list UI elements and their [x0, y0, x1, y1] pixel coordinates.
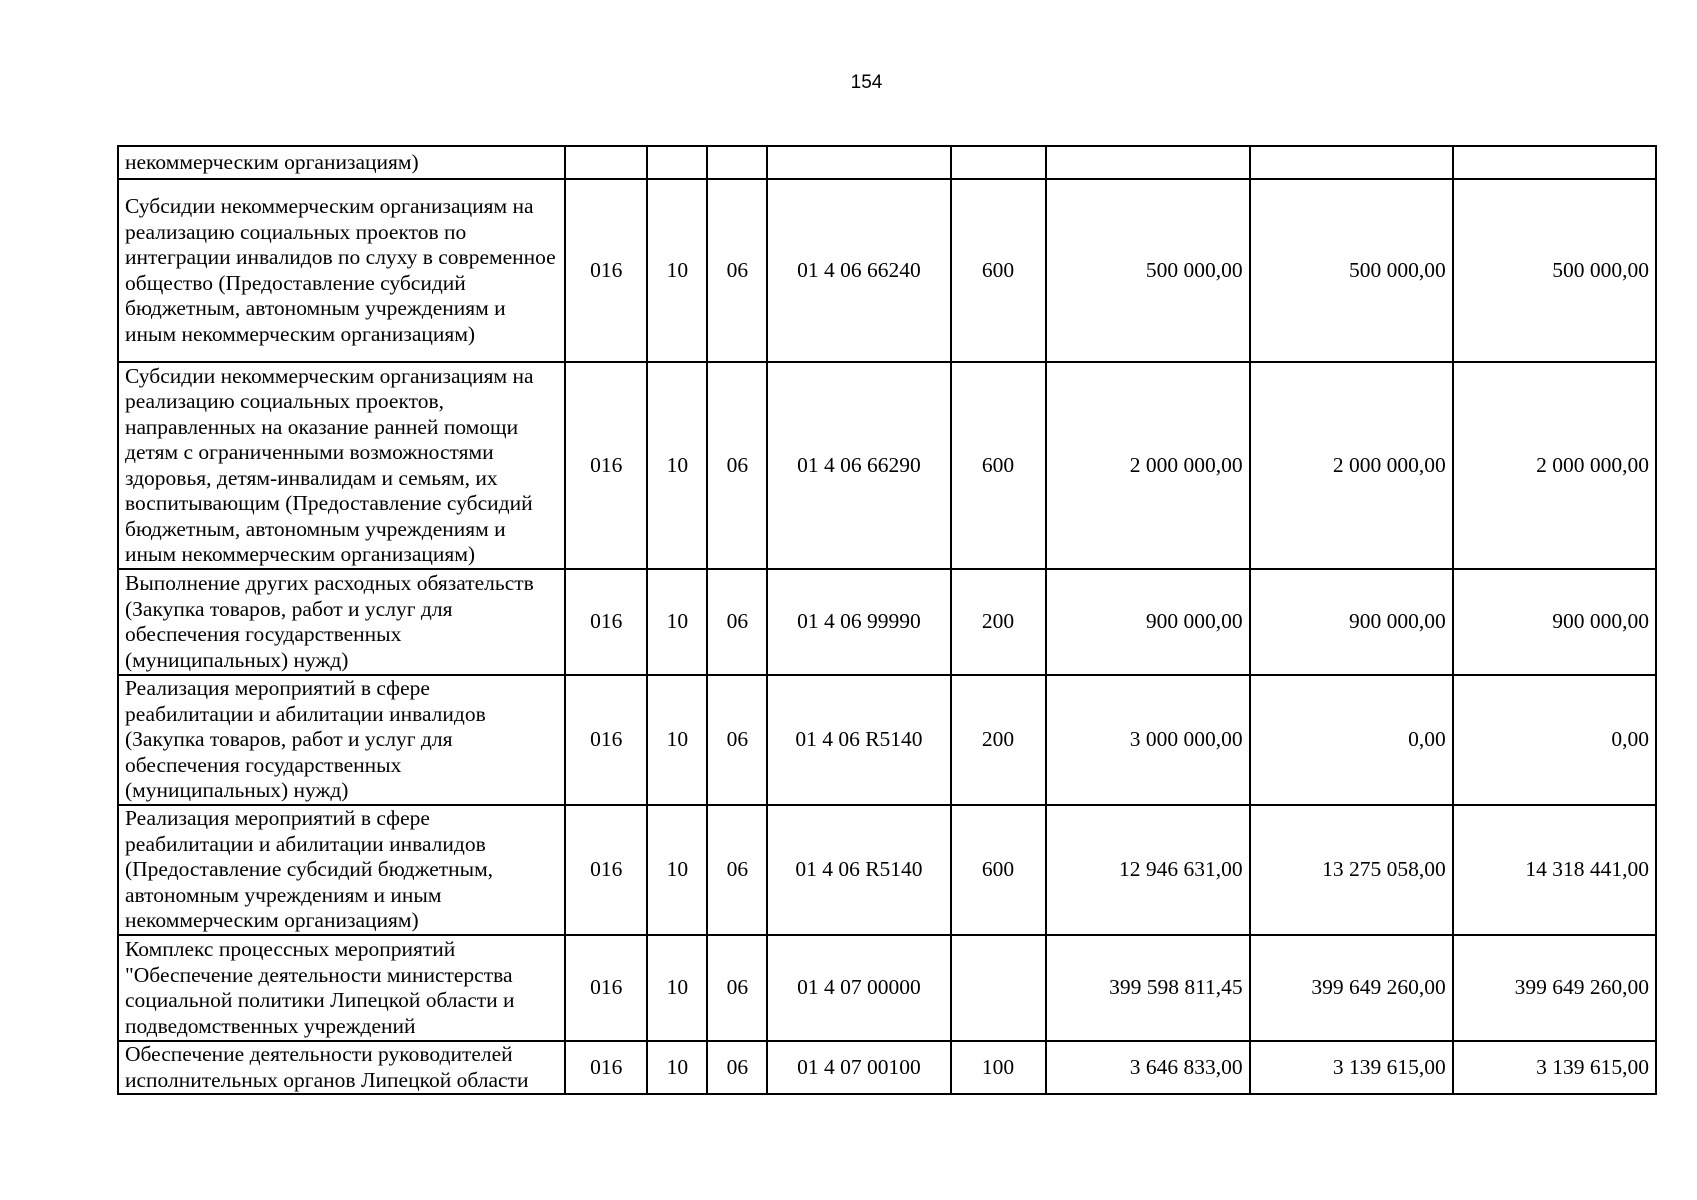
table-row [118, 569, 1656, 675]
ministry-code-cell: 016 [565, 179, 647, 362]
table-row [118, 805, 1656, 935]
table-row [118, 675, 1656, 805]
amount-year3-cell: 900 000,00 [1453, 569, 1656, 675]
description-cell: Реализация мероприятий в сфере реабилитации и абилитации инвалидов (Предоставление субсидий бюджетным, автономным учреждениям и иным некоммерческим организациям) [118, 805, 565, 935]
expense-type-cell: 600 [951, 362, 1046, 569]
description-cell: некоммерческим организациям) [118, 146, 565, 179]
description-cell: Комплекс процессных мероприятий "Обеспечение деятельности министерства социальной политики Липецкой области и подведомственных учреждений [118, 935, 565, 1041]
amount-year1-cell: 500 000,00 [1046, 179, 1250, 362]
expense-type-cell: 200 [951, 675, 1046, 805]
amount-year2-cell [1250, 146, 1453, 179]
ministry-code-cell [565, 146, 647, 179]
amount-year1-cell: 2 000 000,00 [1046, 362, 1250, 569]
subsection-code-cell: 06 [707, 1041, 767, 1094]
ministry-code-cell: 016 [565, 569, 647, 675]
ministry-code-cell: 016 [565, 805, 647, 935]
section-code-cell: 10 [647, 569, 707, 675]
expense-type-cell: 600 [951, 179, 1046, 362]
amount-year3-cell: 0,00 [1453, 675, 1656, 805]
target-article-cell: 01 4 06 99990 [767, 569, 950, 675]
target-article-cell: 01 4 06 R5140 [767, 805, 950, 935]
subsection-code-cell: 06 [707, 935, 767, 1041]
subsection-code-cell: 06 [707, 805, 767, 935]
section-code-cell [647, 146, 707, 179]
ministry-code-cell: 016 [565, 362, 647, 569]
expense-type-cell: 200 [951, 569, 1046, 675]
table-body [118, 146, 1656, 1094]
section-code-cell: 10 [647, 805, 707, 935]
amount-year2-cell: 500 000,00 [1250, 179, 1453, 362]
target-article-cell: 01 4 07 00000 [767, 935, 950, 1041]
section-code-cell: 10 [647, 675, 707, 805]
amount-year1-cell: 399 598 811,45 [1046, 935, 1250, 1041]
amount-year1-cell [1046, 146, 1250, 179]
target-article-cell: 01 4 06 66240 [767, 179, 950, 362]
subsection-code-cell: 06 [707, 569, 767, 675]
target-article-cell: 01 4 07 00100 [767, 1041, 950, 1094]
section-code-cell: 10 [647, 179, 707, 362]
amount-year3-cell: 500 000,00 [1453, 179, 1656, 362]
amount-year1-cell: 3 000 000,00 [1046, 675, 1250, 805]
amount-year1-cell: 900 000,00 [1046, 569, 1250, 675]
amount-year2-cell: 3 139 615,00 [1250, 1041, 1453, 1094]
amount-year2-cell: 900 000,00 [1250, 569, 1453, 675]
subsection-code-cell: 06 [707, 179, 767, 362]
table-row [118, 362, 1656, 569]
description-cell: Реализация мероприятий в сфере реабилитации и абилитации инвалидов (Закупка товаров, работ и услуг для обеспечения государственных (муниципальных) нужд) [118, 675, 565, 805]
description-cell: Обеспечение деятельности руководителей исполнительных органов Липецкой области [118, 1041, 565, 1094]
expense-type-cell: 600 [951, 805, 1046, 935]
amount-year1-cell: 12 946 631,00 [1046, 805, 1250, 935]
expense-type-cell [951, 935, 1046, 1041]
amount-year2-cell: 0,00 [1250, 675, 1453, 805]
target-article-cell [767, 146, 950, 179]
budget-table [117, 145, 1657, 1095]
amount-year3-cell: 14 318 441,00 [1453, 805, 1656, 935]
amount-year2-cell: 13 275 058,00 [1250, 805, 1453, 935]
description-cell: Выполнение других расходных обязательств (Закупка товаров, работ и услуг для обеспечения государственных (муниципальных) нужд) [118, 569, 565, 675]
section-code-cell: 10 [647, 362, 707, 569]
subsection-code-cell [707, 146, 767, 179]
table-row [118, 1041, 1656, 1094]
section-code-cell: 10 [647, 1041, 707, 1094]
ministry-code-cell: 016 [565, 675, 647, 805]
table-row [118, 146, 1656, 179]
amount-year3-cell [1453, 146, 1656, 179]
ministry-code-cell: 016 [565, 935, 647, 1041]
subsection-code-cell: 06 [707, 362, 767, 569]
expense-type-cell [951, 146, 1046, 179]
description-cell: Субсидии некоммерческим организациям на реализацию социальных проектов, направленных на оказание ранней помощи детям с ограниченными возможностями здоровья, детям-инвалидам и семьям, их воспитывающим (Предоставление субсидий бюджетным, автономным учреждениям и иным некоммерческим организациям) [118, 362, 565, 569]
amount-year2-cell: 399 649 260,00 [1250, 935, 1453, 1041]
description-cell: Субсидии некоммерческим организациям на реализацию социальных проектов по интеграции инвалидов по слуху в современное общество (Предоставление субсидий бюджетным, автономным учреждениям и иным некоммерческим организациям) [118, 179, 565, 362]
amount-year3-cell: 399 649 260,00 [1453, 935, 1656, 1041]
target-article-cell: 01 4 06 R5140 [767, 675, 950, 805]
table-row [118, 935, 1656, 1041]
amount-year1-cell: 3 646 833,00 [1046, 1041, 1250, 1094]
target-article-cell: 01 4 06 66290 [767, 362, 950, 569]
ministry-code-cell: 016 [565, 1041, 647, 1094]
expense-type-cell: 100 [951, 1041, 1046, 1094]
amount-year2-cell: 2 000 000,00 [1250, 362, 1453, 569]
page-number: 154 [850, 72, 883, 93]
amount-year3-cell: 2 000 000,00 [1453, 362, 1656, 569]
table-row [118, 179, 1656, 362]
section-code-cell: 10 [647, 935, 707, 1041]
amount-year3-cell: 3 139 615,00 [1453, 1041, 1656, 1094]
subsection-code-cell: 06 [707, 675, 767, 805]
